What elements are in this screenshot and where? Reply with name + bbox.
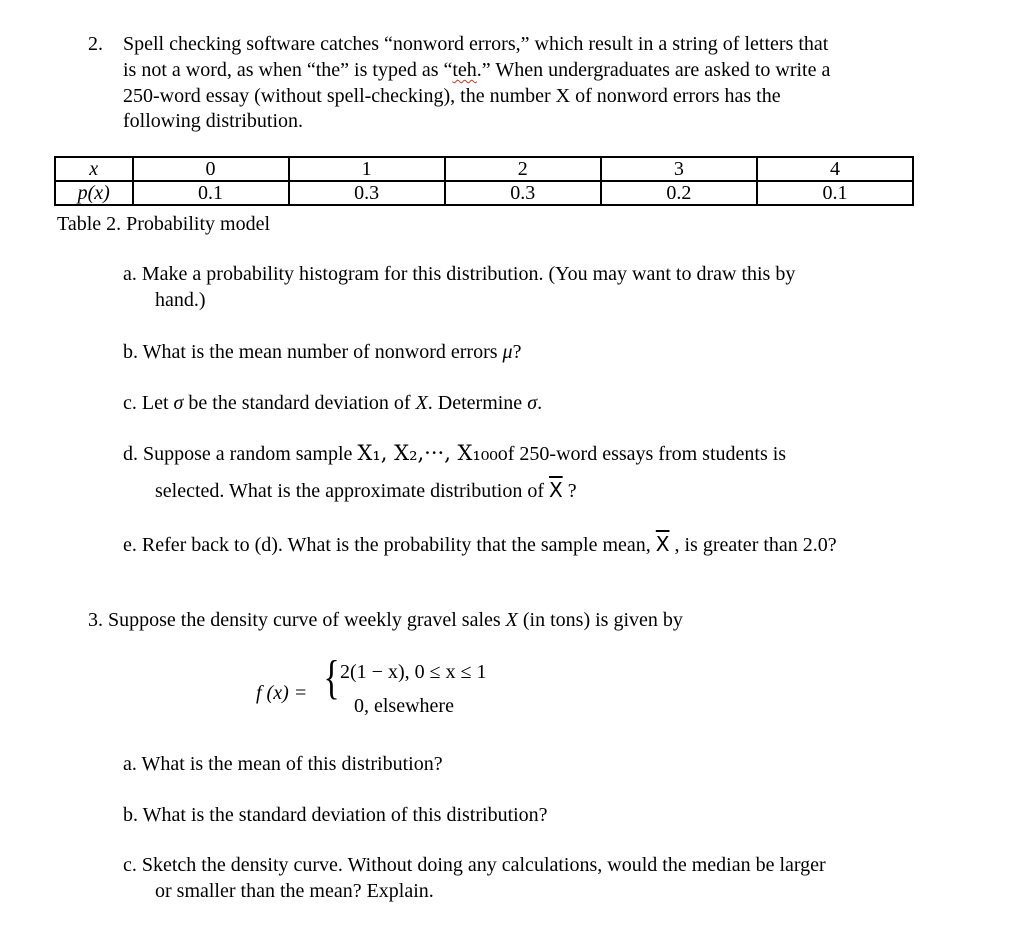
problem-2-line-2 bbox=[123, 58, 830, 82]
problem-2-line-2a: is not a word, as when “the” is typed as “ bbox=[123, 59, 453, 81]
question-2c-end: . bbox=[537, 392, 543, 414]
problem-2-number: 2. bbox=[88, 33, 103, 55]
question-2d-text-2: of 250-word essays from students is bbox=[497, 443, 787, 465]
table-cell: 1 bbox=[289, 157, 445, 181]
question-2e bbox=[123, 532, 837, 557]
piecewise-case-1: 2(1 − x), 0 ≤ x ≤ 1 bbox=[340, 661, 487, 683]
sigma-symbol: σ bbox=[527, 392, 538, 414]
question-2d-line-2 bbox=[155, 478, 577, 503]
table-cell: 0.2 bbox=[601, 181, 757, 205]
f-of-x-label: f (x) = bbox=[256, 682, 308, 704]
piecewise-brace: { bbox=[323, 651, 340, 704]
probability-table bbox=[54, 156, 914, 206]
table-caption: Table 2. Probability model bbox=[57, 213, 271, 235]
question-2c-text-3: . Determine bbox=[427, 392, 528, 414]
question-2d-line-1 bbox=[123, 441, 786, 466]
sample-notation: X₁, X₂,···, X₁₀₀ bbox=[357, 441, 498, 465]
table-cell: 0 bbox=[133, 157, 289, 181]
question-2c bbox=[123, 391, 542, 415]
variable-x: X bbox=[505, 609, 518, 631]
problem-3-intro-end: (in tons) is given by bbox=[517, 609, 683, 631]
question-2d-end: ? bbox=[562, 480, 577, 502]
question-2b-text: b. What is the mean number of nonword errors bbox=[123, 341, 503, 363]
table-cell: 4 bbox=[757, 157, 913, 181]
question-3c-line-2: or smaller than the mean? Explain. bbox=[155, 880, 434, 902]
table-cell: 2 bbox=[445, 157, 601, 181]
table-header-px: p(x) bbox=[55, 181, 133, 205]
question-3a: a. What is the mean of this distribution? bbox=[123, 753, 443, 775]
table-cell: 0.1 bbox=[757, 181, 913, 205]
table-cell: 0.3 bbox=[289, 181, 445, 205]
table-cell: 0.3 bbox=[445, 181, 601, 205]
spellcheck-flagged-word: teh bbox=[452, 59, 477, 81]
question-2a-line-2: hand.) bbox=[155, 289, 206, 311]
problem-3-intro bbox=[88, 608, 683, 632]
problem-2-line-2c: .” When undergraduates are asked to write a bbox=[476, 59, 831, 81]
x-bar-symbol: $\overline{X}$ bbox=[548, 478, 563, 502]
question-2a-line-1: a. Make a probability histogram for this distribution. (You may want to draw this by bbox=[123, 263, 796, 285]
problem-2-line-4: following distribution. bbox=[123, 110, 303, 132]
question-2c-text-2: be the standard deviation of bbox=[183, 392, 416, 414]
question-2d-text-3: selected. What is the approximate distribution of bbox=[155, 480, 549, 502]
mu-symbol: μ bbox=[502, 341, 513, 363]
table-row-px bbox=[55, 181, 913, 205]
piecewise-case-2: 0, elsewhere bbox=[354, 695, 454, 717]
table-row-x bbox=[55, 157, 913, 181]
problem-3-intro-text: 3. Suppose the density curve of weekly gravel sales bbox=[88, 609, 506, 631]
question-3b: b. What is the standard deviation of this distribution? bbox=[123, 804, 548, 826]
question-3c-line-1: c. Sketch the density curve. Without doing any calculations, would the median be larger bbox=[123, 854, 826, 876]
question-2b bbox=[123, 340, 521, 364]
problem-2-line-3: 250-word essay (without spell-checking), the number X of nonword errors has the bbox=[123, 85, 781, 107]
question-2e-end: , is greater than 2.0? bbox=[669, 534, 837, 556]
question-2c-text-1: c. Let bbox=[123, 392, 174, 414]
variable-x: X bbox=[415, 392, 428, 414]
problem-2-line-1: Spell checking software catches “nonword errors,” which result in a string of letters that bbox=[123, 33, 829, 55]
question-2d-text-1: d. Suppose a random sample bbox=[123, 443, 358, 465]
question-2b-end: ? bbox=[512, 341, 522, 363]
question-2e-text: e. Refer back to (d). What is the probability that the sample mean, bbox=[123, 534, 656, 556]
x-bar-symbol: $\overline{X}$ bbox=[655, 532, 670, 556]
table-cell: 0.1 bbox=[133, 181, 289, 205]
table-cell: 3 bbox=[601, 157, 757, 181]
table-header-x: x bbox=[55, 157, 133, 181]
sigma-symbol: σ bbox=[173, 392, 184, 414]
